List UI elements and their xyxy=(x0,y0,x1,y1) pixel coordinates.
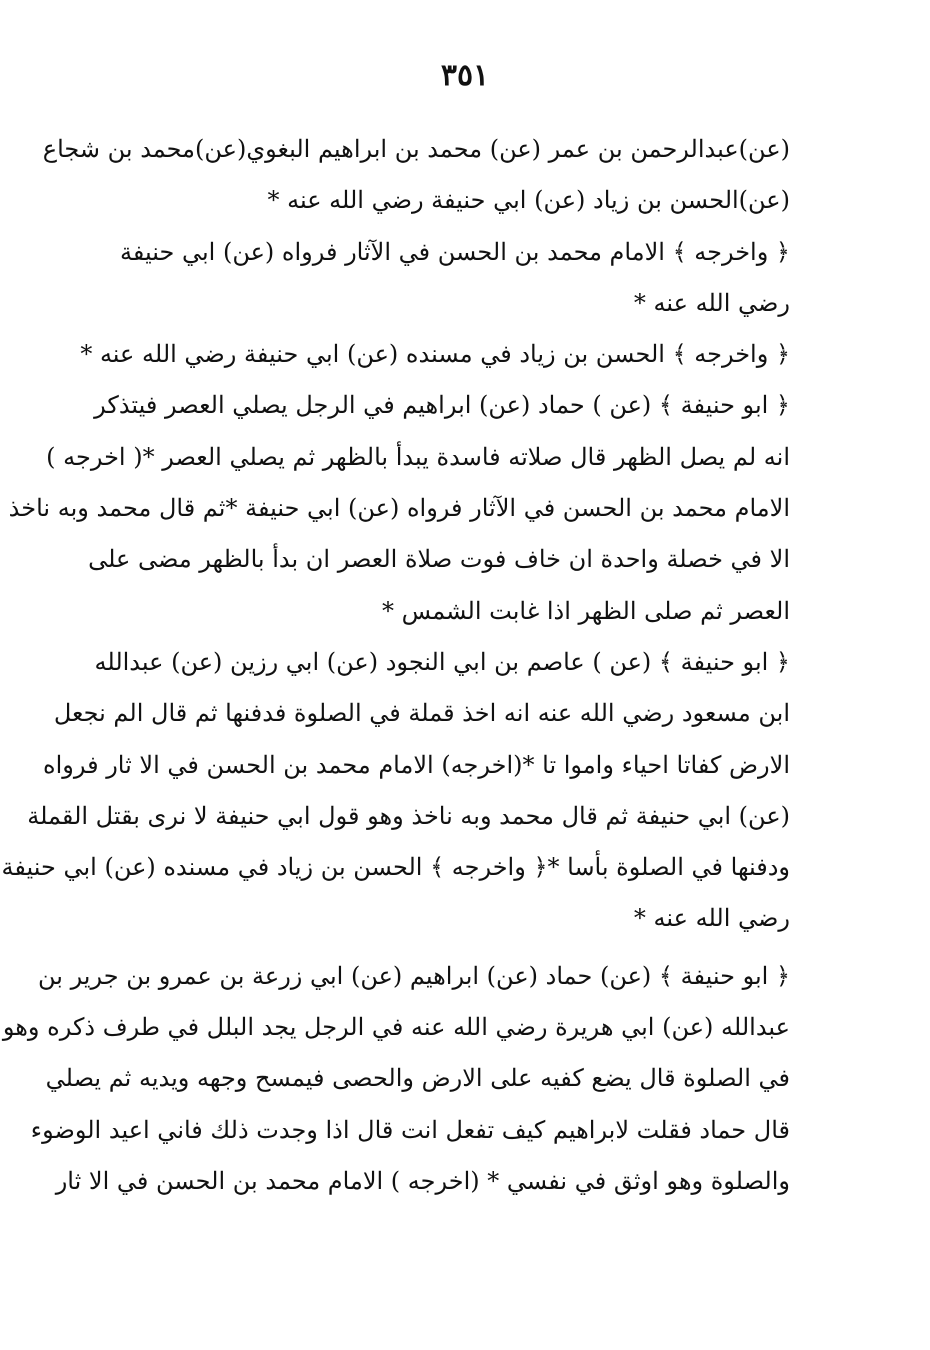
text-line: ﴿ ابو حنيفة ﴾ (عن) حماد (عن) ابراهيم (عن) ابي زرعة بن عمرو بن جرير بن xyxy=(37,961,790,990)
text-line: الا في خصلة واحدة ان خاف فوت صلاة العصر ان بدأ بالظهر مضى على xyxy=(88,545,790,574)
text-line: ابن مسعود رضي الله عنه انه اخذ قملة في الصلوة فدفنها ثم قال الم نجعل xyxy=(53,699,790,728)
text-line: العصر ثم صلى الظهر اذا غابت الشمس * xyxy=(382,596,790,625)
text-line: الامام محمد بن الحسن في الآثار فرواه (عن) ابي حنيفة *ثم قال محمد وبه ناخذ xyxy=(8,494,790,523)
text-line: ﴿ واخرجه ﴾ الامام محمد بن الحسن في الآثار فرواه (عن) ابي حنيفة xyxy=(120,237,790,266)
text-line: (عن) ابي حنيفة ثم قال محمد وبه ناخذ وهو قول ابي حنيفة لا نرى بقتل القملة xyxy=(27,801,790,830)
text-line: رضي الله عنه * xyxy=(633,904,790,933)
text-line: الارض كفاتا احياء واموا تا *(اخرجه) الامام محمد بن الحسن في الا ثار فرواه xyxy=(43,750,790,779)
text-line: ﴿ واخرجه ﴾ الحسن بن زياد في مسنده (عن) ابي حنيفة رضي الله عنه * xyxy=(80,340,790,369)
text-line: في الصلوة قال يضع كفيه على الارض والحصى فيمسح وجهه ويديه ثم يصلي xyxy=(45,1064,790,1093)
text-line: عبدالله (عن) ابي هريرة رضي الله عنه في الرجل يجد البلل في طرف ذكره وهو xyxy=(2,1013,790,1042)
text-line: رضي الله عنه * xyxy=(633,288,790,317)
text-body xyxy=(1,124,790,1207)
text-line: والصلوة وهو اوثق في نفسي * (اخرجه ) الامام محمد بن الحسن في الا ثار xyxy=(55,1166,790,1195)
text-line: ﴿ ابو حنيفة ﴾ (عن ) حماد (عن) ابراهيم في الرجل يصلي العصر فيتذكر xyxy=(94,391,790,420)
page-number: ٣٥١ xyxy=(440,58,490,93)
text-line: ﴿ ابو حنيفة ﴾ (عن ) عاصم بن ابي النجود (عن) ابي رزين (عن) عبدالله xyxy=(94,647,790,676)
text-line: قال حماد فقلت لابراهيم كيف تفعل انت قال اذا وجدت ذلك فاني اعيد الوضوء xyxy=(30,1115,790,1144)
text-line: (عن)عبدالرحمن بن عمر (عن) محمد بن ابراهيم البغوي(عن)محمد بن شجاع xyxy=(42,135,790,163)
text-line: (عن)الحسن بن زياد (عن) ابي حنيفة رضي الله عنه * xyxy=(267,186,790,215)
text-line: ودفنها في الصلوة بأسا *﴿ واخرجه ﴾ الحسن بن زياد في مسنده (عن) ابي حنيفة xyxy=(1,853,790,882)
text-line: انه لم يصل الظهر قال صلاته فاسدة يبدأ بالظهر ثم يصلي العصر *( اخرجه ) xyxy=(46,442,790,471)
